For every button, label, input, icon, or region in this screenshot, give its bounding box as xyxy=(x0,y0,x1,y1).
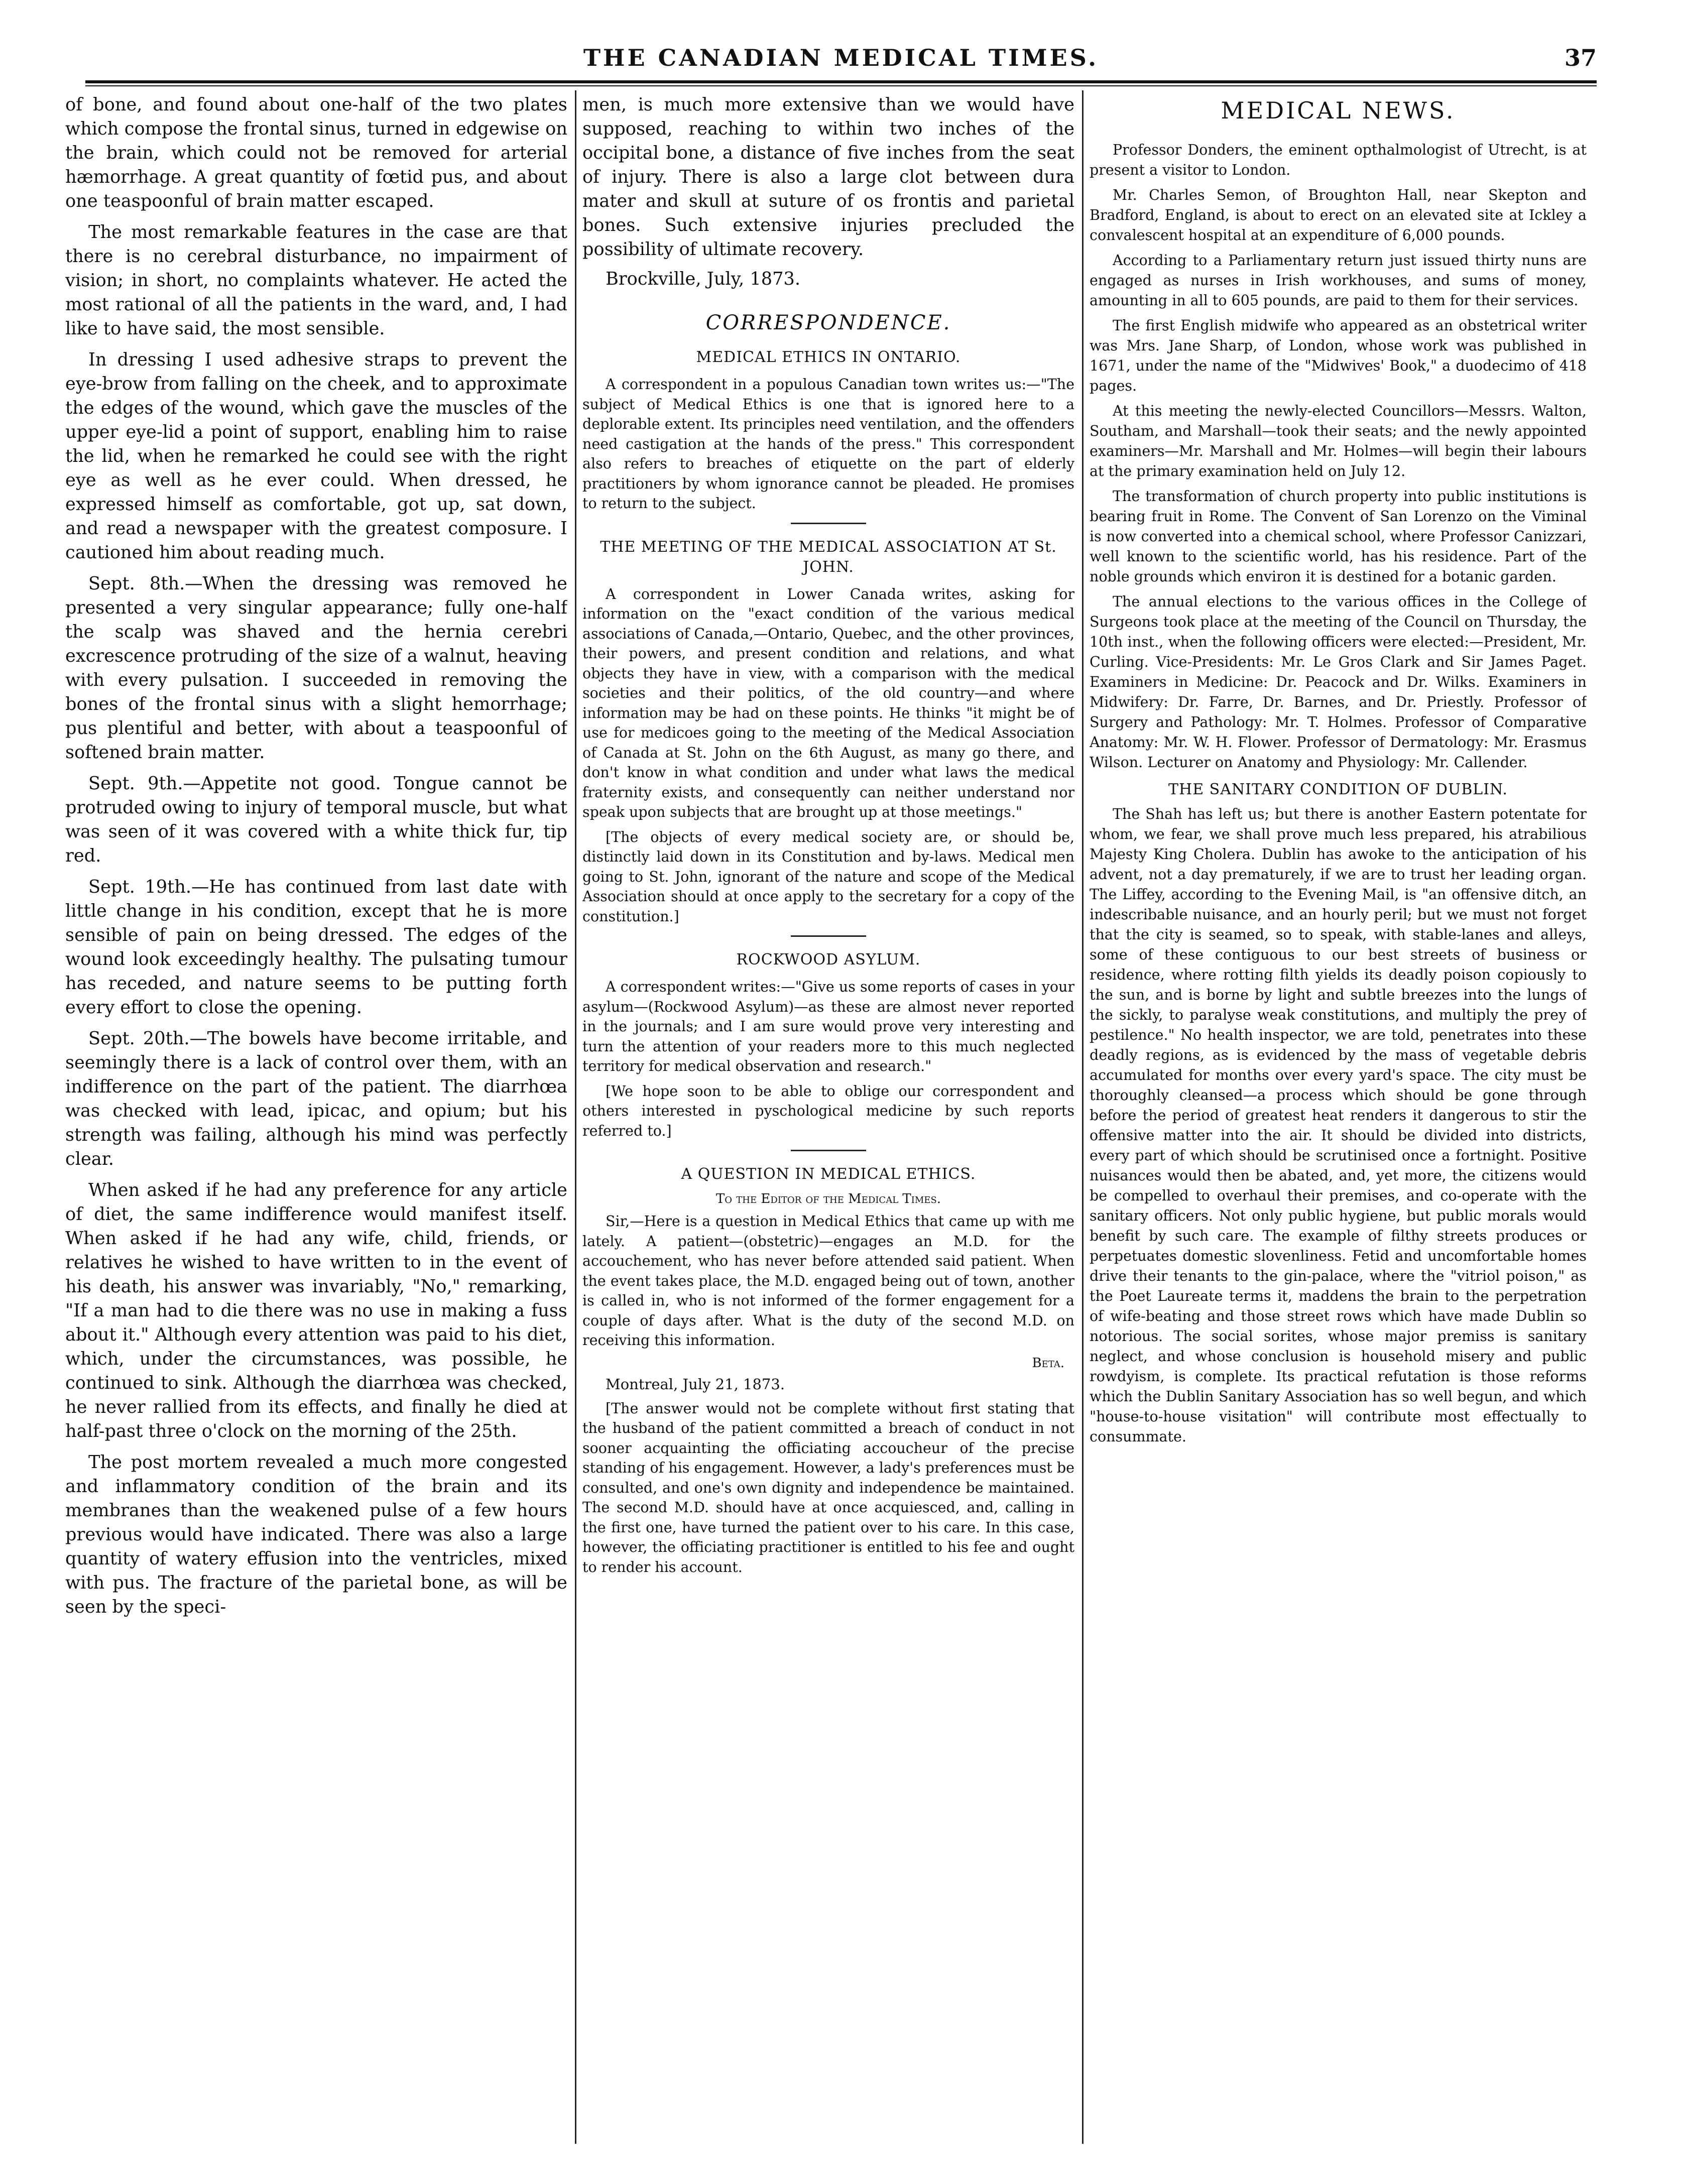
page-number: 37 xyxy=(1564,44,1597,71)
article-paragraph: A correspondent writes:—"Give us some reports of cases in your asylum—(Rockwood Asylum)—as these are almost never reported in the journals; and I am sure would prove very interesting and turn the attention of your readers more to this much neglected territory for medical observation and research." xyxy=(582,979,1074,1074)
section-title-medical-news: MEDICAL NEWS. xyxy=(1221,97,1456,124)
article-paragraph: Sept. 9th.—Appetite not good. Tongue cannot be protruded owing to injury of temporal muscle, but what was seen of it was covered with a white thick fur, tip red. xyxy=(65,773,567,866)
article-separator xyxy=(791,935,866,937)
column-rule xyxy=(575,90,576,2144)
article-paragraph: Sept. 8th.—When the dressing was removed he presented a very singular appearance; fully one-half the scalp was shaved and the hernia cerebri excrescence protruding of the size of a walnut, heaving with every pulsation. I succeeded in removing the bones of the frontal sinus with a slight hemorrhage; pus plentiful and better, with about a teaspoonful of softened brain matter. xyxy=(65,573,567,763)
article-paragraph: In dressing I used adhesive straps to prevent the eye-brow from falling on the cheek, and to approximate the edges of the wound, which gave the muscles of the upper eye-lid a point of support, enabling him to raise the lid, when he remarked he could see with the right eye as well as he ever could. When dressed, he expressed himself as comfortable, got up, sat down, and read a newspaper with the greatest composure. I cautioned him about reading much. xyxy=(65,349,567,563)
article-paragraph: The most remarkable features in the case are that there is no cerebral disturbance, no impairment of vision; in short, no complaints whatever. He acted the most rational of all the patients in the ward, and, I had like to have said, the most sensible. xyxy=(65,222,567,339)
column-correspondence xyxy=(582,93,1074,2141)
news-item: The annual elections to the various offices in the College of Surgeons took place at the meeting of the Council on Thursday, the 10th inst., when the following officers were elected:—President, Mr. Curling. Vice-Presidents: Mr. Le Gros Clark and Sir James Paget. Examiners in Medicine: Dr. Peacock and Dr. Wilks. Examiners in Midwifery: Dr. Farre, Dr. Barnes, and Dr. Priestly. Professor of Surgery and Pathology: Mr. T. Holmes. Professor of Comparative Anatomy: Mr. W. H. Flower. Professor of Dermatology: Mr. Erasmus Wilson. Lecturer on Anatomy and Physiology: Mr. Callender. xyxy=(1090,593,1587,771)
editor-answer xyxy=(582,1399,1074,1578)
article-separator xyxy=(791,1150,866,1151)
letter-signature: Beta. xyxy=(1032,1355,1064,1371)
news-item: The transformation of church property into public institutions is bearing fruit in Rome. The Convent of San Lorenzo on the Viminal is now converted into a chemical school, where Professor Canizzari, well known to the scientific world, has his residence. Part of the noble grounds which environ it is destined for a botanic garden. xyxy=(1090,488,1587,585)
article-paragraph: Sept. 20th.—The bowels have become irritable, and seemingly there is a lack of control over them, with an indifference on the part of the patient. The diarrhœa was checked with lead, ipicac, and opium; but his strength was failing, although his mind was perfectly clear. xyxy=(65,1028,567,1169)
news-item: Professor Donders, the eminent opthalmologist of Utrecht, is at present a visitor to London. xyxy=(1090,142,1587,178)
article-separator xyxy=(791,523,866,524)
article-paragraph: Sept. 19th.—He has continued from last date with little change in his condition, except that he is more sensible of pain on being dressed. The edges of the wound look exceedingly healthy. The pulsating tumour has receded, and nature seems to be putting forth every effort to close the opening. xyxy=(65,877,567,1018)
article-paragraph: The Shah has left us; but there is another Eastern potentate for whom, we fear, we shall prove much less prepared, his atrabilious Majesty King Cholera. Dublin has awoke to the anticipation of his advent, not a day prematurely, if we are to trust her leading organ. The Liffey, according to the Evening Mail, is "an offensive ditch, an indescribable nuisance, and an hourly peril; but we must not forget that the city is seamed, so to speak, with stable-lanes and alleys, some of these contiguous to our best streets of business or residence, where rotting filth yields its deadly poison copiously to the sun, and is borne by light and subtle breezes into the lungs of the sickly, to paralyse weak constitutions, and multiply the prey of pestilence." No health inspector, we are told, penetrates into these deadly regions, as is evidenced by the mass of vegetable debris accumulated for months over every yard's space. The city must be thoroughly cleansed—a process which should be gone through before the period of greatest heat renders it dangerous to stir the offensive matter into the air. It should be divided into districts, every part of which should be scrutinised once a fortnight. Positive nuisances would then be abated, and, yet more, the citizens would be compelled to overhaul their premises, and co-operate with the sanitary officers. Not only public hygiene, but public morals would benefit by such care. The example of filthy streets produces or perpetuates domestic slovenliness. Fetid and uncomfortable homes drive their tenants to the gin-palace, where the "vitriol poison," as the Poet Laureate terms it, maddens the brain to the perpetration of wife-beating and those street rows which have made Dublin so notorious. The social sorites, whose major premiss is sanitary neglect, and whose conclusion is household misery and public rowdyism, is complete. Its practical refutation is those reforms which the Dublin Sanitary Association has so well begun, and which "house-to-house visitation" will contribute most effectually to consummate. xyxy=(1090,806,1587,1445)
headline-rockwood-asylum: ROCKWOOD ASYLUM. xyxy=(736,951,921,968)
article-paragraph: A correspondent in a populous Canadian town writes us:—"The subject of Medical Ethics is one that is ignored here to a deplorable extent. Its principles need ventilation, and the offenders need castigation at the hands of the press." This correspondent also refers to breaches of etiquette on the part of elderly practitioners by whom ignorance cannot be pleaded. He promises to return to the subject. xyxy=(582,376,1074,512)
news-item: According to a Parliamentary return just issued thirty nuns are engaged as nurses in Irish workhouses, and sums of money, amounting in all to 605 pounds, are paid to them for their services. xyxy=(1090,252,1587,309)
article-rockwood-asylum xyxy=(582,977,1074,1141)
column-medical-news xyxy=(1090,93,1587,2141)
article-paragraph: of bone, and found about one-half of the two plates which compose the frontal sinus, turned in edgewise on the brain, which could not be removed for arterial hæmorrhage. A great quantity of fœtid pus, and about one teaspoonful of brain matter escaped. xyxy=(65,94,567,211)
news-item: The first English midwife who appeared as an obstetrical writer was Mrs. Jane Sharp, of London, whose work was published in 1671, under the name of the "Midwives' Book," a duodecimo of 418 pages. xyxy=(1090,317,1587,394)
headline-medical-ethics-ontario: MEDICAL ETHICS IN ONTARIO. xyxy=(696,348,961,366)
article-question-medical-ethics xyxy=(582,1211,1074,1351)
column-case-report xyxy=(65,93,567,2141)
letter-paragraph: Sir,—Here is a question in Medical Ethics that came up with me lately. A patient—(obstetric)—engages an M.D. for the accouchement, who has never before attended said patient. When the event takes place, the M.D. engaged being out of town, another is called in, who is not informed of the former engagement for a couple of days after. What is the duty of the second M.D. on receiving this information. xyxy=(582,1213,1074,1349)
section-title-correspondence: CORRESPONDENCE. xyxy=(705,311,951,334)
letter-dateline: Montreal, July 21, 1873. xyxy=(606,1375,785,1393)
article-medical-ethics-ontario xyxy=(582,375,1074,514)
headline-question-medical-ethics: A QUESTION IN MEDICAL ETHICS. xyxy=(681,1165,976,1183)
article-paragraph: When asked if he had any preference for any article of diet, the same indifference would manifest itself. When asked if he had any wife, child, friends, or relatives he wished to have written to in the event of his death, his answer was invariably, "No," remarking, "If a man had to die there was no use in making a fuss about it." Although every attention was paid to his diet, which, under the circumstances, was possible, he continued to sink. Although the diarrhœa was checked, he never rallied from its effects, and finally he died at half-past three o'clock on the morning of the 25th. xyxy=(65,1180,567,1441)
letter-salutation: To the Editor of the Medical Times. xyxy=(715,1191,941,1206)
running-head xyxy=(85,44,1597,79)
news-item: Mr. Charles Semon, of Broughton Hall, near Skepton and Bradford, England, is about to erect on an elevated site at Ickley a convalescent hospital at an expenditure of 6,000 pounds. xyxy=(1090,187,1587,244)
headline-meeting-st-john: THE MEETING OF THE MEDICAL ASSOCIATION AT St. JOHN. xyxy=(600,538,1057,576)
article-paragraph: The post mortem revealed a much more congested and inflammatory condition of the brain and its membranes than the weakened pulse of a few hours previous would have indicated. There was also a large quantity of watery effusion into the ventricles, mixed with pus. The fracture of the parietal bone, as will be seen by the speci- xyxy=(65,1452,567,1617)
editor-note: [The objects of every medical society are, or should be, distinctly laid down in its Constitution and by-laws. Medical men going to St. John, ignorant of the nature and scope of the Medical Association should at once apply to the secretary for a copy of the constitution.] xyxy=(582,828,1074,925)
article-paragraph: A correspondent in Lower Canada writes, asking for information on the "exact condition of the various medical associations of Canada,—Ontario, Quebec, and the other provinces, their powers, and present condition and relations, and what objects they have in view, with a comparison with the medical societies and their politics, of the old country—and where information may be had on these points. He thinks "it might be of use for medicoes going to the meeting of the Medical Association of Canada at St. John on the 6th August, as many go there, and don't know in what condition and under what laws the medical fraternity exists, and consequently can neither understand nor speak upon subjects that are brought up at those meetings." xyxy=(582,585,1074,820)
article-meeting-st-john xyxy=(582,584,1074,927)
article-dateline: Brockville, July, 1873. xyxy=(606,269,801,289)
header-rule xyxy=(85,80,1597,86)
column-rule xyxy=(1082,90,1084,2144)
case-report-continuation xyxy=(582,93,1074,262)
running-title: THE CANADIAN MEDICAL TIMES. xyxy=(583,44,1099,71)
news-item: At this meeting the newly-elected Councillors—Messrs. Walton, Southam, and Marshall—took their seats; and the newly appointed examiners—Mr. Marshall and Mr. Holmes—will begin their labours at the primary examination held on July 12. xyxy=(1090,403,1587,479)
article-paragraph: men, is much more extensive than we would have supposed, reaching to within two inches of the occipital bone, a distance of five inches from the seat of injury. There is also a large clot between dura mater and skull at suture of os frontis and parietal bones. Such extensive injuries precluded the possibility of ultimate recovery. xyxy=(582,94,1074,260)
headline-sanitary-dublin: THE SANITARY CONDITION OF DUBLIN. xyxy=(1168,781,1508,798)
editor-note: [The answer would not be complete without first stating that the husband of the patient committed a breach of conduct in not sooner acquainting the officiating accoucheur of the precise standing of his engagement. However, a lady's preferences must be consulted, and one's own dignity and independence be maintained. The second M.D. should have at once acquiesced, and, calling in the first one, have turned the patient over to his care. In this case, however, the officiating practitioner is entitled to his fee and ought to render his account. xyxy=(582,1400,1074,1575)
editor-note: [We hope soon to be able to oblige our correspondent and others interested in pyschological medicine by such reports referred to.] xyxy=(582,1082,1074,1139)
